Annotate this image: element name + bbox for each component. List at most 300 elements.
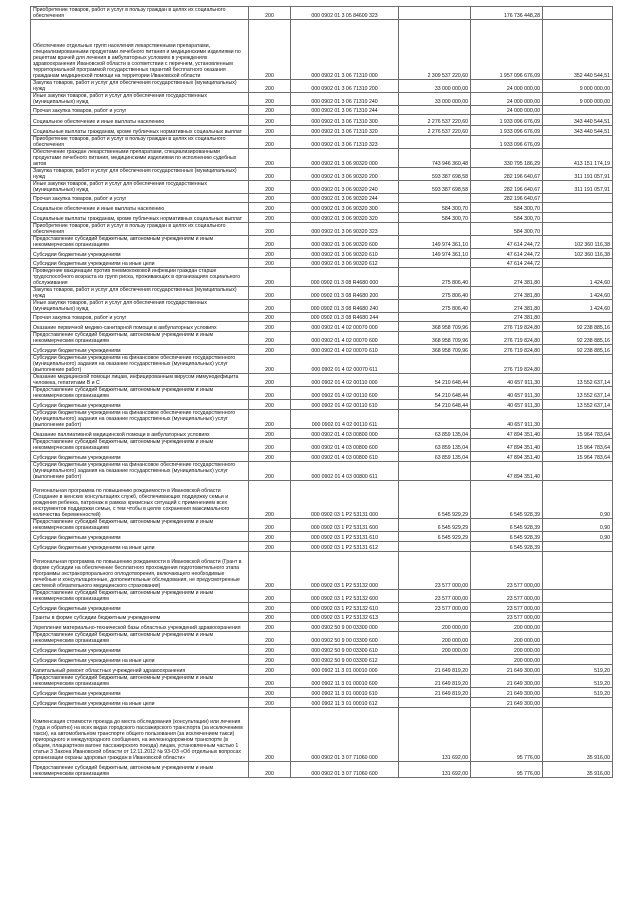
- table-row: [31, 410, 613, 429]
- row-unexecuted-cell: 9 000 000,00: [543, 93, 613, 106]
- row-line-code-cell: 200: [249, 287, 291, 300]
- table-row: [31, 462, 613, 481]
- row-approved-cell: 584 300,70: [399, 213, 471, 223]
- row-approved-cell: 23 577 000,00: [399, 590, 471, 603]
- row-executed-cell: 330 795 186,29: [471, 149, 543, 168]
- row-executed-cell: 23 577 000,00: [471, 590, 543, 603]
- row-executed-cell: 21 649 300,00: [471, 698, 543, 708]
- row-unexecuted-cell: 343 440 544,51: [543, 126, 613, 136]
- row-name-cell: Предоставление субсидий бюджетным, автономным учреждениям и иным некоммерческим организациям: [31, 519, 249, 532]
- row-approved-cell: 6 545 929,29: [399, 532, 471, 542]
- row-approved-cell: [399, 613, 471, 622]
- row-unexecuted-cell: 1 424,60: [543, 268, 613, 287]
- row-name-cell: Приобретение товаров, работ и услуг в пользу граждан в целях их социального обеспечения: [31, 223, 249, 236]
- row-unexecuted-cell: [543, 542, 613, 552]
- row-name-cell: Субсидии бюджетным учреждениям на финансовое обеспечение государственного (муниципального) задания на оказание государственных (муниципальных) услуг (выполнение работ): [31, 462, 249, 481]
- row-name-cell: Субсидии бюджетным учреждениям на финансовое обеспечение государственного (муниципального) задания на оказание государственных (муниципальных) услуг (выполнение работ): [31, 410, 249, 429]
- row-name-cell: Предоставление субсидий бюджетным, автономным учреждениям и иным некоммерческим организациям: [31, 632, 249, 645]
- table-row: [31, 519, 613, 532]
- table-row: [31, 93, 613, 106]
- row-approved-cell: 21 649 819,20: [399, 688, 471, 698]
- table-row: [31, 429, 613, 439]
- table-row: [31, 322, 613, 332]
- table-row: [31, 168, 613, 181]
- row-unexecuted-cell: [543, 136, 613, 149]
- row-executed-cell: 24 000 000,00: [471, 80, 543, 93]
- row-executed-cell: 282 196 640,67: [471, 181, 543, 194]
- row-executed-cell: 200 000,00: [471, 655, 543, 665]
- row-line-code-cell: 200: [249, 532, 291, 542]
- row-executed-cell: 584 300,70: [471, 213, 543, 223]
- row-name-cell: Иные закупки товаров, работ и услуг для обеспечения государственных (муниципальных) нужд: [31, 300, 249, 313]
- row-approved-cell: 275 806,40: [399, 300, 471, 313]
- row-budget-code-cell: 000 0902 03 1 Р2 53132 000: [291, 552, 399, 590]
- row-budget-code-cell: 000 0902 01 3 06 90320 323: [291, 223, 399, 236]
- row-unexecuted-cell: 13 552 637,14: [543, 400, 613, 410]
- row-budget-code-cell: 000 0902 01 3 06 71310 323: [291, 136, 399, 149]
- table-row: [31, 249, 613, 259]
- row-budget-code-cell: 000 0902 01 4 02 00070 611: [291, 355, 399, 374]
- table-row: [31, 552, 613, 590]
- row-name-cell: Обеспечение граждан лекарственными препаратами, специализированными продуктами лечебного питания, медицинскими изделиями по исполнению судебных актов: [31, 149, 249, 168]
- row-budget-code-cell: 000 0902 11 3 01 00010 612: [291, 698, 399, 708]
- table-row: [31, 374, 613, 387]
- row-executed-cell: 6 545 928,39: [471, 519, 543, 532]
- row-executed-cell: 95 776,00: [471, 708, 543, 762]
- row-line-code-cell: 200: [249, 300, 291, 313]
- row-line-code-cell: 200: [249, 268, 291, 287]
- row-unexecuted-cell: 1 424,60: [543, 300, 613, 313]
- row-name-cell: Приобретение товаров, работ и услуг в пользу граждан в целях их социального обеспечения: [31, 7, 249, 20]
- row-approved-cell: [399, 259, 471, 268]
- row-name-cell: Субсидии бюджетным учреждениям на иные цели: [31, 542, 249, 552]
- row-line-code-cell: 200: [249, 665, 291, 675]
- table-row: [31, 632, 613, 645]
- row-line-code-cell: 200: [249, 20, 291, 80]
- row-line-code-cell: 200: [249, 194, 291, 203]
- row-name-cell: Оказание паллиативной медицинской помощи в амбулаторных условиях: [31, 429, 249, 439]
- table-row: [31, 236, 613, 249]
- row-name-cell: Приобретение товаров, работ и услуг в пользу граждан в целях их социального обеспечения: [31, 136, 249, 149]
- row-budget-code-cell: 000 0902 03 1 Р2 53132 613: [291, 613, 399, 622]
- row-budget-code-cell: 000 0902 01 4 03 00800 600: [291, 439, 399, 452]
- row-approved-cell: 23 577 000,00: [399, 552, 471, 590]
- row-unexecuted-cell: 92 238 885,16: [543, 322, 613, 332]
- row-unexecuted-cell: 0,90: [543, 519, 613, 532]
- row-approved-cell: 131 692,00: [399, 762, 471, 778]
- row-executed-cell: 47 894 351,40: [471, 462, 543, 481]
- row-line-code-cell: 200: [249, 374, 291, 387]
- table-row: [31, 622, 613, 632]
- row-unexecuted-cell: [543, 213, 613, 223]
- row-name-cell: Субсидии бюджетным учреждениям: [31, 645, 249, 655]
- table-row: [31, 313, 613, 322]
- row-line-code-cell: 200: [249, 387, 291, 400]
- row-name-cell: Субсидии бюджетным учреждениям: [31, 452, 249, 462]
- row-approved-cell: [399, 355, 471, 374]
- row-name-cell: Закупка товаров, работ и услуг для обеспечения государственных (муниципальных) нужд: [31, 287, 249, 300]
- row-name-cell: Региональная программа по повышению рождаемости в Ивановской области (Грант в форме субсидии на обеспечение бесплатного прохождения подготовительного этапа программы экстракорпорального оплодотворения, включающего необходимые лечебные и консультационные, дополнительные обследования, не предусмотренные системой обязательного медицинского страхования): [31, 552, 249, 590]
- row-line-code-cell: 200: [249, 708, 291, 762]
- row-approved-cell: [399, 313, 471, 322]
- row-approved-cell: [399, 223, 471, 236]
- row-line-code-cell: 200: [249, 168, 291, 181]
- row-budget-code-cell: 000 0902 01 4 03 00800 611: [291, 462, 399, 481]
- row-line-code-cell: 200: [249, 400, 291, 410]
- row-line-code-cell: 200: [249, 249, 291, 259]
- row-budget-code-cell: 000 0902 01 4 02 00070 000: [291, 322, 399, 332]
- budget-table: [30, 6, 613, 778]
- row-executed-cell: 40 657 911,30: [471, 387, 543, 400]
- row-unexecuted-cell: 311 191 057,91: [543, 168, 613, 181]
- row-unexecuted-cell: 519,20: [543, 675, 613, 688]
- row-budget-code-cell: 000 0902 50 9 00 03300 600: [291, 632, 399, 645]
- row-budget-code-cell: 000 0902 01 4 03 00800 610: [291, 452, 399, 462]
- table-row: [31, 20, 613, 80]
- row-approved-cell: 593 387 698,58: [399, 181, 471, 194]
- table-row: [31, 203, 613, 213]
- row-unexecuted-cell: [543, 355, 613, 374]
- row-name-cell: Субсидии бюджетным учреждениям: [31, 249, 249, 259]
- table-row: [31, 532, 613, 542]
- row-line-code-cell: 200: [249, 410, 291, 429]
- row-line-code-cell: 200: [249, 603, 291, 613]
- row-executed-cell: 6 545 928,39: [471, 481, 543, 519]
- row-budget-code-cell: 000 0902 01 3 06 90320 610: [291, 249, 399, 259]
- table-row: [31, 287, 613, 300]
- row-line-code-cell: 200: [249, 622, 291, 632]
- row-budget-code-cell: 000 0902 01 3 06 90320 612: [291, 259, 399, 268]
- row-executed-cell: 276 719 824,80: [471, 355, 543, 374]
- row-line-code-cell: 200: [249, 439, 291, 452]
- table-row: [31, 181, 613, 194]
- row-unexecuted-cell: 413 151 174,19: [543, 149, 613, 168]
- row-executed-cell: 24 000 000,00: [471, 106, 543, 115]
- row-approved-cell: 2 276 537 220,60: [399, 115, 471, 126]
- row-approved-cell: [399, 542, 471, 552]
- row-unexecuted-cell: [543, 106, 613, 115]
- row-budget-code-cell: 000 0902 01 3 06 71310 300: [291, 115, 399, 126]
- row-approved-cell: 54 210 648,44: [399, 400, 471, 410]
- row-executed-cell: 21 649 300,00: [471, 665, 543, 675]
- row-unexecuted-cell: [543, 259, 613, 268]
- row-unexecuted-cell: 311 191 057,91: [543, 181, 613, 194]
- row-approved-cell: 131 692,00: [399, 708, 471, 762]
- row-name-cell: Оказание первичной медико-санитарной помощи в амбулаторных условиях: [31, 322, 249, 332]
- row-line-code-cell: 200: [249, 655, 291, 665]
- row-approved-cell: [399, 410, 471, 429]
- row-executed-cell: 23 577 000,00: [471, 613, 543, 622]
- row-name-cell: Социальное обеспечение и иные выплаты населению: [31, 203, 249, 213]
- row-approved-cell: 200 000,00: [399, 632, 471, 645]
- row-budget-code-cell: 000 0902 01 4 02 00070 610: [291, 345, 399, 355]
- row-unexecuted-cell: 9 000 000,00: [543, 80, 613, 93]
- row-unexecuted-cell: 343 440 544,51: [543, 115, 613, 126]
- row-budget-code-cell: 000 0902 03 1 Р2 53131 600: [291, 519, 399, 532]
- row-executed-cell: 274 381,80: [471, 313, 543, 322]
- row-approved-cell: 2 309 537 220,60: [399, 20, 471, 80]
- row-approved-cell: 149 974 361,10: [399, 236, 471, 249]
- row-approved-cell: 149 974 361,10: [399, 249, 471, 259]
- row-unexecuted-cell: 1 424,60: [543, 287, 613, 300]
- table-row: [31, 655, 613, 665]
- row-name-cell: Капитальный ремонт областных учреждений здравоохранения: [31, 665, 249, 675]
- row-unexecuted-cell: [543, 645, 613, 655]
- row-unexecuted-cell: 0,90: [543, 532, 613, 542]
- row-name-cell: Субсидии бюджетным учреждениям на иные цели: [31, 259, 249, 268]
- row-line-code-cell: 200: [249, 632, 291, 645]
- row-approved-cell: [399, 698, 471, 708]
- row-executed-cell: 200 000,00: [471, 632, 543, 645]
- row-approved-cell: 54 210 648,44: [399, 374, 471, 387]
- row-name-cell: Проведение вакцинации против пневмококковой инфекции граждан старше трудоспособного возраста из групп риска, проживающих в организациях социального обслуживания: [31, 268, 249, 287]
- row-name-cell: Предоставление субсидий бюджетным, автономным учреждениям и иным некоммерческим организациям: [31, 387, 249, 400]
- row-line-code-cell: 200: [249, 181, 291, 194]
- row-executed-cell: 6 545 928,39: [471, 542, 543, 552]
- row-name-cell: Субсидии бюджетным учреждениям: [31, 688, 249, 698]
- row-executed-cell: 6 545 928,39: [471, 532, 543, 542]
- row-approved-cell: 63 859 135,04: [399, 429, 471, 439]
- row-approved-cell: 63 859 135,04: [399, 439, 471, 452]
- row-line-code-cell: 200: [249, 80, 291, 93]
- row-line-code-cell: 200: [249, 429, 291, 439]
- table-row: [31, 675, 613, 688]
- row-executed-cell: 1 933 096 676,09: [471, 136, 543, 149]
- row-executed-cell: 47 614 244,72: [471, 236, 543, 249]
- row-name-cell: Субсидии бюджетным учреждениям на иные цели: [31, 698, 249, 708]
- row-name-cell: Субсидии бюджетным учреждениям: [31, 400, 249, 410]
- row-name-cell: Оказание медицинской помощи лицам, инфицированным вирусом иммунодефицита человека, гепатитами B и C: [31, 374, 249, 387]
- row-executed-cell: 47 894 351,40: [471, 439, 543, 452]
- row-executed-cell: 40 657 911,30: [471, 410, 543, 429]
- table-row: [31, 439, 613, 452]
- row-budget-code-cell: 000 0902 11 3 01 00010 000: [291, 665, 399, 675]
- row-executed-cell: 200 000,00: [471, 622, 543, 632]
- row-budget-code-cell: 000 0902 50 9 00 03300 612: [291, 655, 399, 665]
- table-row: [31, 223, 613, 236]
- row-budget-code-cell: 000 0902 03 1 Р2 53131 612: [291, 542, 399, 552]
- row-budget-code-cell: 000 0902 01 3 08 R4680 200: [291, 287, 399, 300]
- row-budget-code-cell: 000 0902 01 3 06 71310 240: [291, 93, 399, 106]
- row-executed-cell: 47 614 244,72: [471, 249, 543, 259]
- row-unexecuted-cell: [543, 655, 613, 665]
- row-line-code-cell: 200: [249, 519, 291, 532]
- row-line-code-cell: 200: [249, 136, 291, 149]
- row-name-cell: Прочая закупка товаров, работ и услуг: [31, 313, 249, 322]
- row-budget-code-cell: 000 0902 01 4 02 00110 611: [291, 410, 399, 429]
- row-approved-cell: [399, 194, 471, 203]
- table-row: [31, 213, 613, 223]
- row-line-code-cell: 200: [249, 645, 291, 655]
- table-row: [31, 590, 613, 603]
- row-executed-cell: 40 657 911,30: [471, 400, 543, 410]
- table-row: [31, 7, 613, 20]
- table-row: [31, 194, 613, 203]
- table-row: [31, 115, 613, 126]
- row-budget-code-cell: 000 0902 03 1 Р2 53132 610: [291, 603, 399, 613]
- row-line-code-cell: 200: [249, 213, 291, 223]
- row-name-cell: Субсидии бюджетным учреждениям: [31, 532, 249, 542]
- row-line-code-cell: 200: [249, 452, 291, 462]
- row-name-cell: Закупка товаров, работ и услуг для обеспечения государственных (муниципальных) нужд: [31, 80, 249, 93]
- row-line-code-cell: 200: [249, 552, 291, 590]
- row-approved-cell: [399, 655, 471, 665]
- row-name-cell: Предоставление субсидий бюджетным, автономным учреждениям и иным некоммерческим организациям: [31, 675, 249, 688]
- row-name-cell: Субсидии бюджетным учреждениям: [31, 345, 249, 355]
- row-approved-cell: 6 545 929,29: [399, 519, 471, 532]
- row-name-cell: Иные закупки товаров, работ и услуг для обеспечения государственных (муниципальных) нужд: [31, 93, 249, 106]
- row-budget-code-cell: 000 0902 01 3 06 71310 200: [291, 80, 399, 93]
- table-row: [31, 708, 613, 762]
- row-line-code-cell: 200: [249, 481, 291, 519]
- row-executed-cell: 40 657 911,30: [471, 374, 543, 387]
- row-executed-cell: 276 719 824,80: [471, 332, 543, 345]
- row-approved-cell: 275 806,40: [399, 268, 471, 287]
- row-budget-code-cell: 000 0902 01 3 06 90320 200: [291, 168, 399, 181]
- row-executed-cell: 584 300,70: [471, 203, 543, 213]
- row-line-code-cell: 200: [249, 762, 291, 778]
- row-name-cell: Прочая закупка товаров, работ и услуг: [31, 106, 249, 115]
- row-name-cell: Субсидии бюджетным учреждениям на финансовое обеспечение государственного (муниципального) задания на оказание государственных (муниципальных) услуг (выполнение работ): [31, 355, 249, 374]
- row-line-code-cell: 200: [249, 7, 291, 20]
- row-budget-code-cell: 000 0902 03 1 Р2 53132 600: [291, 590, 399, 603]
- table-row: [31, 762, 613, 778]
- row-unexecuted-cell: [543, 7, 613, 20]
- row-budget-code-cell: 000 0902 11 3 01 00010 600: [291, 675, 399, 688]
- row-executed-cell: 176 736 448,28: [471, 7, 543, 20]
- table-row: [31, 698, 613, 708]
- row-approved-cell: [399, 136, 471, 149]
- row-budget-code-cell: 000 0902 01 3 06 71310 320: [291, 126, 399, 136]
- row-line-code-cell: 200: [249, 613, 291, 622]
- row-approved-cell: [399, 7, 471, 20]
- row-line-code-cell: 200: [249, 542, 291, 552]
- row-line-code-cell: 200: [249, 259, 291, 268]
- row-line-code-cell: 200: [249, 355, 291, 374]
- row-approved-cell: 6 545 929,29: [399, 481, 471, 519]
- row-approved-cell: 33 000 000,00: [399, 93, 471, 106]
- row-unexecuted-cell: 92 238 885,16: [543, 332, 613, 345]
- table-row: [31, 542, 613, 552]
- row-unexecuted-cell: [543, 552, 613, 590]
- row-unexecuted-cell: [543, 603, 613, 613]
- row-executed-cell: 23 577 000,00: [471, 603, 543, 613]
- table-body: [31, 7, 613, 778]
- row-approved-cell: 743 946 360,48: [399, 149, 471, 168]
- row-name-cell: Прочая закупка товаров, работ и услуг: [31, 194, 249, 203]
- row-name-cell: Укрепление материально-технической базы областных учреждений здравоохранения: [31, 622, 249, 632]
- row-name-cell: Социальные выплаты гражданам, кроме публичных нормативных социальных выплат: [31, 213, 249, 223]
- row-line-code-cell: 200: [249, 203, 291, 213]
- row-executed-cell: 274 381,80: [471, 287, 543, 300]
- row-budget-code-cell: 000 0902 03 1 Р2 53131 000: [291, 481, 399, 519]
- table-row: [31, 126, 613, 136]
- row-unexecuted-cell: [543, 462, 613, 481]
- table-row: [31, 106, 613, 115]
- row-executed-cell: 47 894 351,40: [471, 452, 543, 462]
- row-budget-code-cell: 000 0902 01 3 07 71060 000: [291, 708, 399, 762]
- row-approved-cell: 368 958 709,96: [399, 345, 471, 355]
- row-unexecuted-cell: [543, 698, 613, 708]
- row-approved-cell: 21 649 819,20: [399, 665, 471, 675]
- row-name-cell: Закупка товаров, работ и услуг для обеспечения государственных (муниципальных) нужд: [31, 168, 249, 181]
- row-executed-cell: 47 894 351,40: [471, 429, 543, 439]
- row-budget-code-cell: 000 0902 01 3 06 90320 244: [291, 194, 399, 203]
- row-unexecuted-cell: 35 916,00: [543, 708, 613, 762]
- row-executed-cell: 23 577 000,00: [471, 552, 543, 590]
- row-executed-cell: 21 649 300,00: [471, 675, 543, 688]
- row-budget-code-cell: 000 0902 01 4 02 00070 600: [291, 332, 399, 345]
- table-row: [31, 665, 613, 675]
- row-name-cell: Региональная программа по повышению рождаемости в Ивановской области (Создание в женских консультациях служб, обеспечивающих поддержку семьи и рождения ребенка, патронаж в рамках кризисных ситуаций с применением всех инструментов поддержки семьи, с тем чтобы в целях сохранения максимального количества беременностей): [31, 481, 249, 519]
- row-line-code-cell: 200: [249, 675, 291, 688]
- row-approved-cell: 21 649 819,20: [399, 675, 471, 688]
- row-line-code-cell: 200: [249, 236, 291, 249]
- row-line-code-cell: 200: [249, 322, 291, 332]
- table-row: [31, 688, 613, 698]
- row-line-code-cell: 200: [249, 313, 291, 322]
- row-budget-code-cell: 000 0902 01 3 06 71310 244: [291, 106, 399, 115]
- table-row: [31, 149, 613, 168]
- table-row: [31, 613, 613, 622]
- table-row: [31, 400, 613, 410]
- row-line-code-cell: 200: [249, 688, 291, 698]
- row-executed-cell: 1 933 096 676,09: [471, 115, 543, 126]
- row-unexecuted-cell: 102 360 116,38: [543, 249, 613, 259]
- table-row: [31, 259, 613, 268]
- row-unexecuted-cell: 15 964 783,64: [543, 429, 613, 439]
- row-approved-cell: 200 000,00: [399, 622, 471, 632]
- row-name-cell: Компенсация стоимости проезда до места обследования (консультации) или лечения (туда и обратно) на всех видах городского пассажирского транспорта (за исключением такси), на автомобильном транспорте общего пользования (за исключением такси) пригородного и междугородного сообщения, на железнодорожном транспорте (в общем, плацкартном вагоне пассажирского поезда) лицам, установленным частью 1 статьи 3 Закона Ивановской области от 12.11.2012 № 93-ОЗ «Об отдельных вопросах организации охраны здоровья граждан в Ивановской области»: [31, 708, 249, 762]
- row-line-code-cell: 200: [249, 590, 291, 603]
- row-budget-code-cell: 000 0902 01 4 03 00800 000: [291, 429, 399, 439]
- row-executed-cell: 274 381,80: [471, 300, 543, 313]
- row-unexecuted-cell: 35 916,00: [543, 762, 613, 778]
- row-line-code-cell: 200: [249, 115, 291, 126]
- row-budget-code-cell: 000 0902 01 3 06 71310 000: [291, 20, 399, 80]
- row-line-code-cell: 200: [249, 93, 291, 106]
- row-unexecuted-cell: 15 964 783,64: [543, 452, 613, 462]
- row-name-cell: Предоставление субсидий бюджетным, автономным учреждениям и иным некоммерческим организациям: [31, 439, 249, 452]
- row-budget-code-cell: 000 0902 01 3 06 90320 600: [291, 236, 399, 249]
- row-name-cell: Социальное обеспечение и иные выплаты населению: [31, 115, 249, 126]
- row-unexecuted-cell: [543, 313, 613, 322]
- table-row: [31, 481, 613, 519]
- table-row: [31, 345, 613, 355]
- row-budget-code-cell: 000 0902 03 1 Р2 53131 610: [291, 532, 399, 542]
- row-executed-cell: 276 719 824,80: [471, 345, 543, 355]
- row-line-code-cell: 200: [249, 223, 291, 236]
- row-budget-code-cell: 000 0902 01 3 05 84600 323: [291, 7, 399, 20]
- row-approved-cell: 275 806,40: [399, 287, 471, 300]
- row-executed-cell: 21 649 300,00: [471, 688, 543, 698]
- row-approved-cell: 23 577 000,00: [399, 603, 471, 613]
- row-line-code-cell: 200: [249, 149, 291, 168]
- row-budget-code-cell: 000 0902 01 3 06 90320 240: [291, 181, 399, 194]
- row-name-cell: Предоставление субсидий бюджетным, автономным учреждениям и иным некоммерческим организациям: [31, 762, 249, 778]
- row-unexecuted-cell: 92 238 885,16: [543, 345, 613, 355]
- row-line-code-cell: 200: [249, 126, 291, 136]
- row-executed-cell: 24 000 000,00: [471, 93, 543, 106]
- row-approved-cell: 368 958 709,96: [399, 332, 471, 345]
- row-budget-code-cell: 000 0902 01 3 06 90320 300: [291, 203, 399, 213]
- row-name-cell: Предоставление субсидий бюджетным, автономным учреждениям и иным некоммерческим организациям: [31, 590, 249, 603]
- row-executed-cell: 95 776,00: [471, 762, 543, 778]
- row-approved-cell: 63 859 135,04: [399, 452, 471, 462]
- row-line-code-cell: 200: [249, 698, 291, 708]
- row-unexecuted-cell: [543, 632, 613, 645]
- row-approved-cell: [399, 106, 471, 115]
